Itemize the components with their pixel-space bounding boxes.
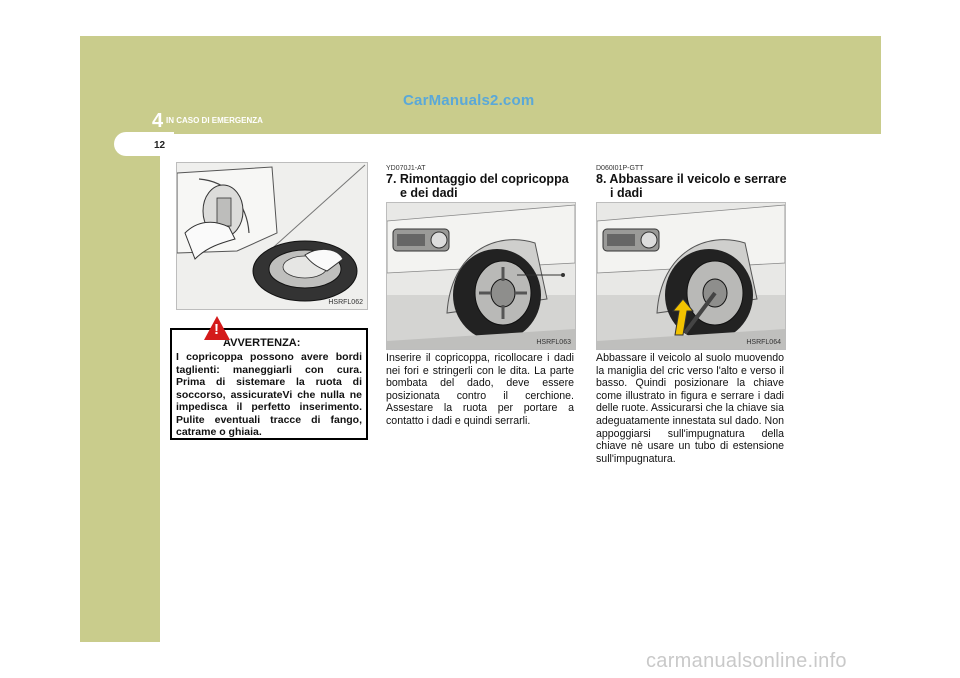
heading-line: i dadi — [610, 186, 643, 200]
figure-wheel-cover — [386, 202, 576, 350]
watermark-footer: carmanualsonline.info — [646, 650, 847, 672]
figure-code: HSRFL064 — [746, 339, 781, 346]
section-heading — [596, 172, 788, 200]
section-code: D060I01P-GTT — [596, 165, 644, 172]
figure-code: HSRFL062 — [328, 299, 363, 306]
side-band — [80, 134, 160, 642]
section-body: Inserire il copricoppa, ricollocare i dadi nei fori e stringerli con le dita. La parte bombata del dado, deve essere posizionata contro il cerchione. Assestare la ruota per portare a contatto i dadi e quindi serrarli. — [386, 352, 574, 427]
warning-text: I copricoppa possono avere bordi taglienti: maneggiarli con cura. Prima di sistemare la ruota di soccorso, assicurateVi che nulla ne impedisca il perfetto inserimento. Pulite eventuali tracce di fango, catrame o ghiaia. — [176, 351, 362, 438]
chapter-number: 4 — [152, 110, 164, 132]
watermark-link[interactable]: CarManuals2.com — [403, 92, 535, 109]
warning-title: AVVERTENZA: — [223, 337, 301, 349]
figure-spare-tire — [176, 162, 368, 310]
lower-vehicle-illustration — [597, 203, 785, 349]
page-number: 12 — [154, 140, 166, 151]
section-heading — [386, 172, 576, 200]
warning-icon: ! — [204, 316, 230, 340]
chapter-title: IN CASO DI EMERGENZA — [166, 116, 263, 125]
section-body: Abbassare il veicolo al suolo muovendo la maniglia del cric verso l'alto e verso il basso. Quindi posizionare la chiave come illustrato in figura e serrare i dadi delle ruote. Assicurarsi che la chiave sia adeguatamente innestata sul dado. Non appoggiarsi sull'impugnatura della chiave nè usare un tubo di estensione sull'impugnatura. — [596, 352, 784, 465]
figure-lower-vehicle — [596, 202, 786, 350]
spare-tire-illustration — [177, 163, 367, 309]
wheel-illustration — [387, 203, 575, 349]
section-code: YD070J1-AT — [386, 165, 426, 172]
warning-box — [170, 321, 368, 440]
heading-line: 8. Abbassare il veicolo e serrare — [596, 172, 787, 186]
figure-code: HSRFL063 — [536, 339, 571, 346]
heading-line: e dei dadi — [400, 186, 458, 200]
heading-line: 7. Rimontaggio del copricoppa — [386, 172, 569, 186]
